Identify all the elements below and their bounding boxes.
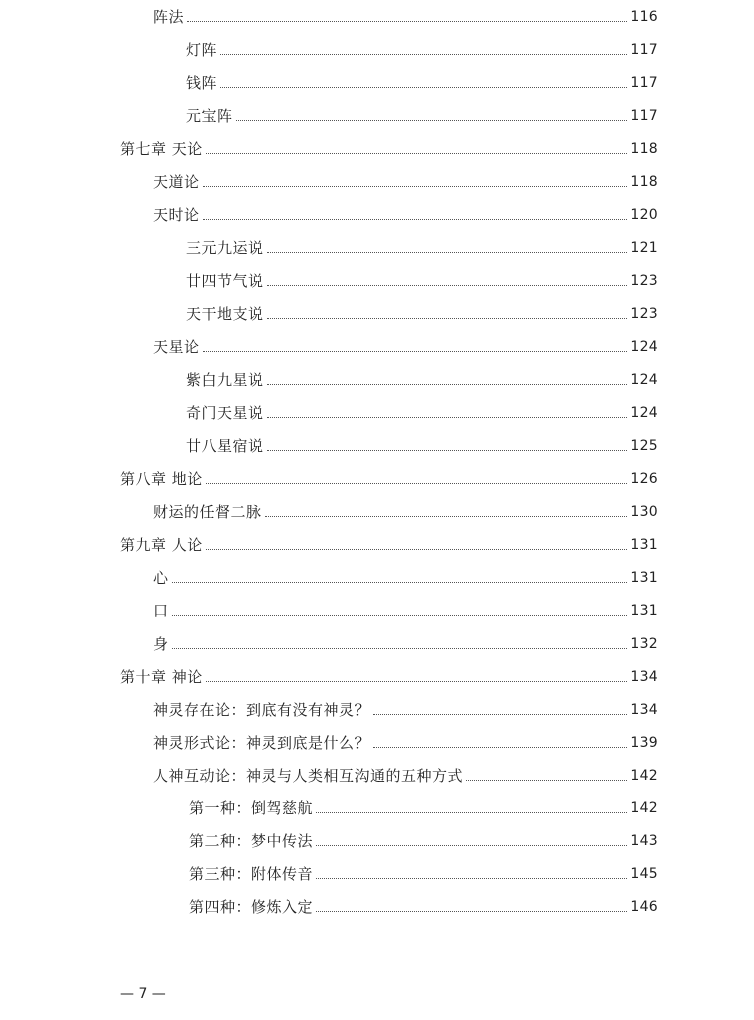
- toc-entry-title: 第八章 地论: [120, 470, 203, 488]
- toc-entry-page: 124: [630, 339, 658, 355]
- toc-entry[interactable]: [186, 299, 658, 323]
- toc-entry-title: 第三种：附体传音: [189, 865, 314, 883]
- toc-entry-title: 第九章 人论: [120, 536, 203, 554]
- dot-leader: [267, 318, 628, 319]
- toc-entry[interactable]: [186, 266, 658, 290]
- toc-entry-title: 人神互动论：神灵与人类相互沟通的五种方式: [153, 767, 464, 785]
- dot-leader: [316, 812, 627, 813]
- dot-leader: [172, 615, 628, 616]
- dot-leader: [267, 417, 628, 418]
- toc-entry[interactable]: [186, 101, 658, 125]
- dot-leader: [172, 648, 628, 649]
- toc-entry-title: 钱阵: [186, 74, 218, 92]
- toc-entry-page: 117: [630, 108, 658, 124]
- toc-entry-page: 131: [630, 537, 658, 553]
- toc-chapter-entry[interactable]: [120, 134, 658, 158]
- page-number-footer: — 7 —: [120, 986, 166, 1002]
- dot-leader: [206, 483, 628, 484]
- dot-leader: [466, 780, 627, 781]
- toc-entry-page: 117: [630, 42, 658, 58]
- dot-leader: [203, 186, 628, 187]
- dot-leader: [316, 911, 627, 912]
- dot-leader: [373, 747, 627, 748]
- toc-entry-title: 心: [153, 569, 169, 587]
- toc-entry[interactable]: [186, 233, 658, 257]
- dot-leader: [316, 845, 627, 846]
- toc-entry[interactable]: [153, 332, 658, 356]
- toc-chapter-entry[interactable]: [120, 464, 658, 488]
- toc-entry[interactable]: [189, 892, 658, 916]
- toc-entry-title: 第七章 天论: [120, 140, 203, 158]
- toc-entry-page: 125: [630, 438, 658, 454]
- toc-entry-page: 130: [630, 504, 658, 520]
- dot-leader: [220, 87, 627, 88]
- dot-leader: [373, 714, 627, 715]
- toc-entry[interactable]: [153, 629, 658, 653]
- toc-entry-title: 天道论: [153, 173, 200, 191]
- toc-entry[interactable]: [153, 563, 658, 587]
- toc-entry-page: 134: [630, 702, 658, 718]
- toc-entry[interactable]: [186, 398, 658, 422]
- toc-entry-page: 146: [630, 899, 658, 915]
- toc-entry-title: 神灵形式论：神灵到底是什么？: [153, 734, 371, 752]
- toc-entry-title: 第一种：倒驾慈航: [189, 799, 314, 817]
- toc-entry-page: 145: [630, 866, 658, 882]
- toc-entry[interactable]: [153, 596, 658, 620]
- toc-entry[interactable]: [153, 2, 658, 26]
- toc-entry-page: 118: [630, 174, 658, 190]
- toc-entry-page: 117: [630, 75, 658, 91]
- toc-entry-page: 121: [630, 240, 658, 256]
- toc-entry-title: 天时论: [153, 206, 200, 224]
- dot-leader: [220, 54, 627, 55]
- toc-entry-page: 142: [630, 768, 658, 784]
- toc-entry[interactable]: [153, 761, 658, 785]
- toc-entry[interactable]: [153, 200, 658, 224]
- toc-entry-title: 身: [153, 635, 169, 653]
- toc-entry-page: 134: [630, 669, 658, 685]
- toc-entry-page: 126: [630, 471, 658, 487]
- toc-entry-page: 132: [630, 636, 658, 652]
- toc-entry-title: 神灵存在论：到底有没有神灵？: [153, 701, 371, 719]
- toc-entry-page: 124: [630, 372, 658, 388]
- dot-leader: [203, 351, 628, 352]
- toc-entry[interactable]: [153, 695, 658, 719]
- toc-entry[interactable]: [189, 859, 658, 883]
- dot-leader: [203, 219, 628, 220]
- dot-leader: [267, 252, 628, 253]
- dot-leader: [206, 153, 628, 154]
- toc-entry-title: 财运的任督二脉: [153, 503, 262, 521]
- toc-entry-page: 139: [630, 735, 658, 751]
- toc-entry-page: 143: [630, 833, 658, 849]
- dot-leader: [236, 120, 628, 121]
- toc-entry[interactable]: [186, 365, 658, 389]
- dot-leader: [187, 21, 627, 22]
- toc-entry-title: 紫白九星说: [186, 371, 264, 389]
- dot-leader: [206, 549, 628, 550]
- dot-leader: [267, 450, 628, 451]
- toc-entry[interactable]: [186, 35, 658, 59]
- dot-leader: [206, 681, 628, 682]
- toc-chapter-entry[interactable]: [120, 662, 658, 686]
- toc-entry-page: 131: [630, 603, 658, 619]
- toc-entry-title: 阵法: [153, 8, 185, 26]
- toc-entry-page: 116: [630, 9, 658, 25]
- toc-entry-page: 131: [630, 570, 658, 586]
- toc-entry[interactable]: [186, 431, 658, 455]
- toc-entry[interactable]: [153, 167, 658, 191]
- dot-leader: [316, 878, 627, 879]
- toc-entry[interactable]: [153, 497, 658, 521]
- toc-entry-title: 廿八星宿说: [186, 437, 264, 455]
- toc-entry-title: 天干地支说: [186, 305, 264, 323]
- dot-leader: [267, 384, 628, 385]
- toc-entry[interactable]: [189, 793, 658, 817]
- toc-entry-page: 120: [630, 207, 658, 223]
- toc-entry-title: 元宝阵: [186, 107, 233, 125]
- toc-entry-title: 第四种：修炼入定: [189, 898, 314, 916]
- toc-entry-page: 123: [630, 273, 658, 289]
- dot-leader: [265, 516, 628, 517]
- toc-entry-title: 奇门天星说: [186, 404, 264, 422]
- toc-entry[interactable]: [186, 68, 658, 92]
- toc-entry-title: 天星论: [153, 338, 200, 356]
- toc-entry[interactable]: [153, 728, 658, 752]
- dot-leader: [267, 285, 628, 286]
- toc-chapter-entry[interactable]: [120, 530, 658, 554]
- toc-entry-title: 灯阵: [186, 41, 218, 59]
- toc-entry-page: 123: [630, 306, 658, 322]
- toc-entry-title: 第二种：梦中传法: [189, 832, 314, 850]
- toc-entry-title: 廿四节气说: [186, 272, 264, 290]
- toc-entry[interactable]: [189, 826, 658, 850]
- toc-entry-page: 118: [630, 141, 658, 157]
- toc-entry-page: 124: [630, 405, 658, 421]
- dot-leader: [172, 582, 628, 583]
- toc-entry-title: 第十章 神论: [120, 668, 203, 686]
- toc-entry-page: 142: [630, 800, 658, 816]
- toc-entry-title: 三元九运说: [186, 239, 264, 257]
- toc-entry-title: 口: [153, 602, 169, 620]
